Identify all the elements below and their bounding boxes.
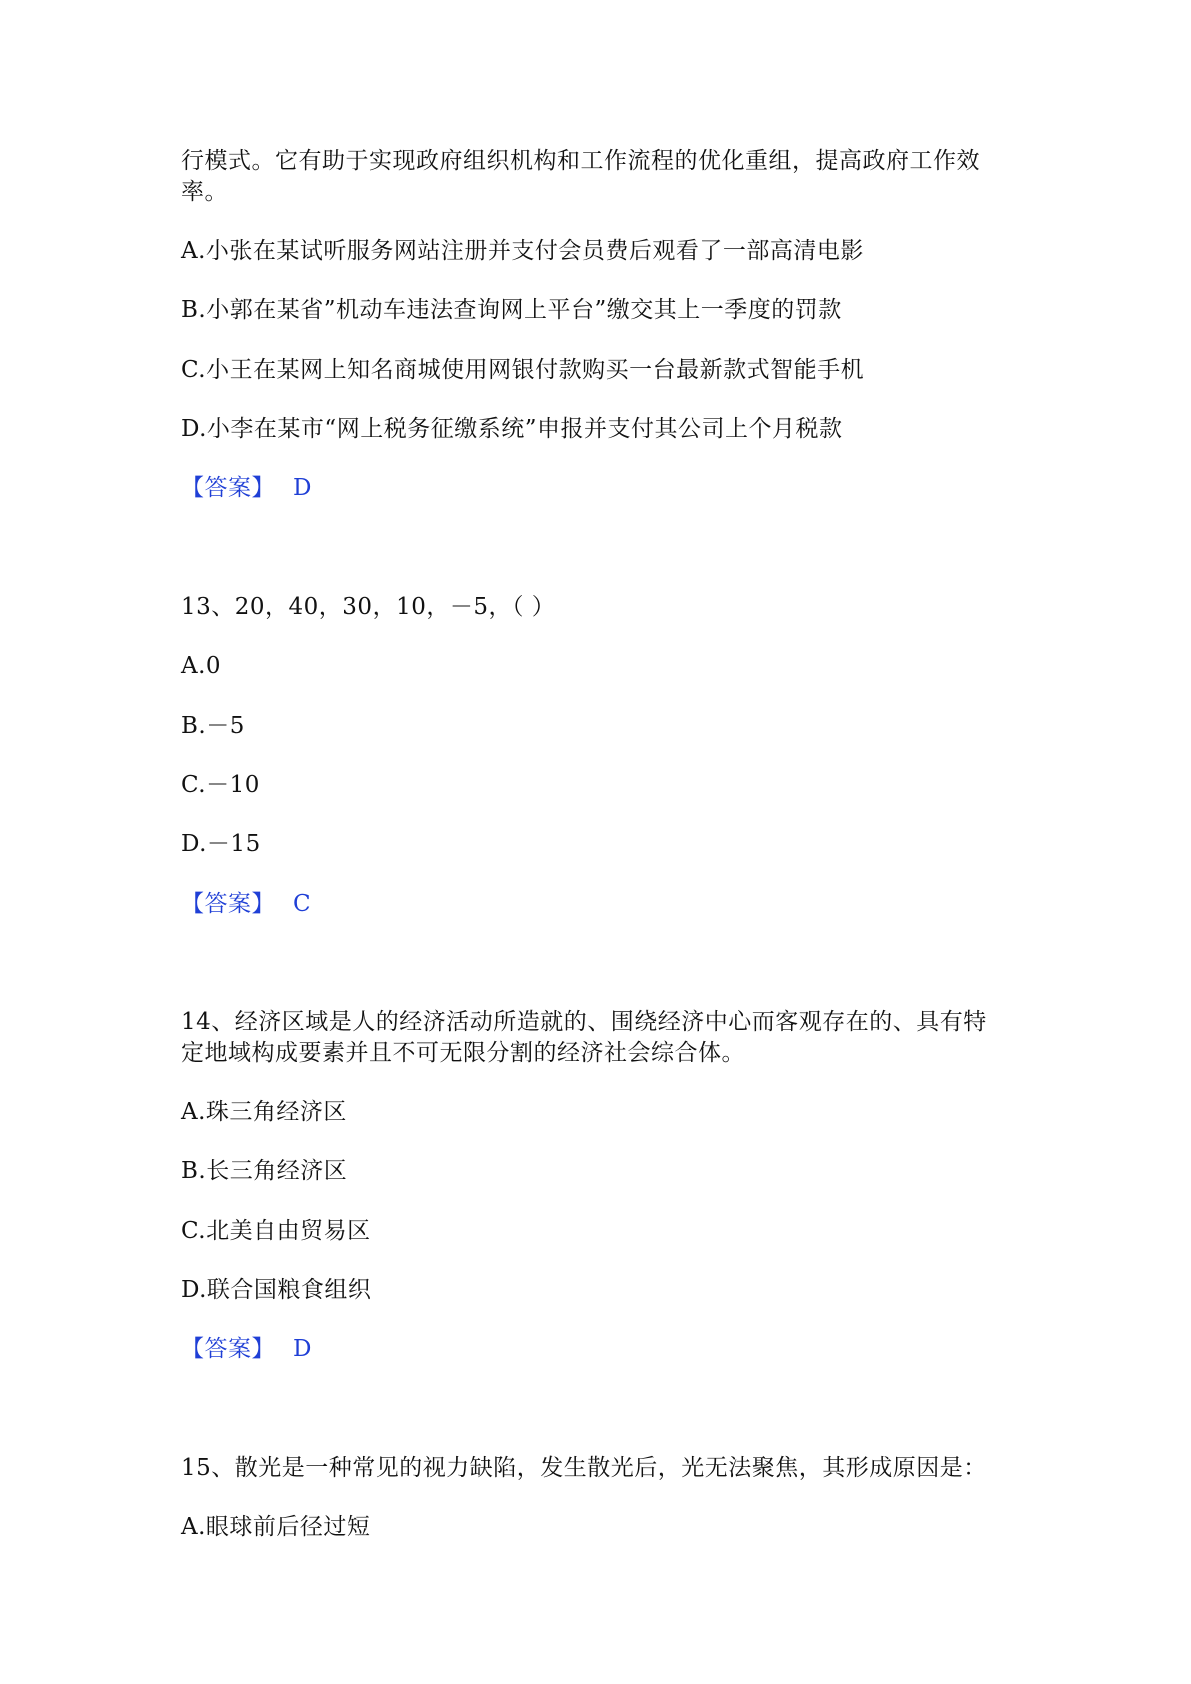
q13-option-a: A.0 [181, 653, 222, 679]
q12-option-a: A.小张在某试听服务网站注册并支付会员费后观看了一部高清电影 [181, 238, 864, 264]
q14-question-line-2: 定地域构成要素并且不可无限分割的经济社会综合体。 [181, 1040, 745, 1066]
q14-option-c: C.北美自由贸易区 [181, 1218, 371, 1244]
answer-label: 【答案】 [181, 891, 275, 917]
answer-value: D [293, 1336, 312, 1362]
q14-answer [181, 1334, 312, 1364]
q15-option-a: A.眼球前后径过短 [181, 1514, 371, 1540]
q14-option-a: A.珠三角经济区 [181, 1099, 347, 1125]
answer-label: 【答案】 [181, 475, 275, 501]
q13-question: 13、20，40，30，10，－5，（ ） [181, 594, 556, 620]
q15-question: 15、散光是一种常见的视力缺陷，发生散光后，光无法聚焦，其形成原因是： [181, 1455, 987, 1481]
intro-line-2: 率。 [181, 179, 228, 205]
q13-option-c: C.－10 [181, 772, 260, 798]
answer-value: D [293, 475, 312, 501]
q13-option-d: D.－15 [181, 831, 261, 857]
q13-answer [181, 889, 311, 919]
q14-question-line-1: 14、经济区域是人的经济活动所造就的、围绕经济中心而客观存在的、具有特 [181, 1009, 987, 1035]
q12-option-d: D.小李在某市“网上税务征缴系统”申报并支付其公司上个月税款 [181, 416, 843, 442]
q14-option-d: D.联合国粮食组织 [181, 1277, 372, 1303]
q12-option-c: C.小王在某网上知名商城使用网银付款购买一台最新款式智能手机 [181, 357, 865, 383]
answer-value: C [293, 891, 312, 917]
q12-answer [181, 473, 312, 503]
q12-option-b: B.小郭在某省”机动车违法查询网上平台”缴交其上一季度的罚款 [181, 297, 842, 323]
q13-option-b: B.－5 [181, 713, 245, 739]
q14-option-b: B.长三角经济区 [181, 1158, 348, 1184]
intro-line-1: 行模式。它有助于实现政府组织机构和工作流程的优化重组，提高政府工作效 [181, 148, 980, 174]
answer-label: 【答案】 [181, 1336, 275, 1362]
